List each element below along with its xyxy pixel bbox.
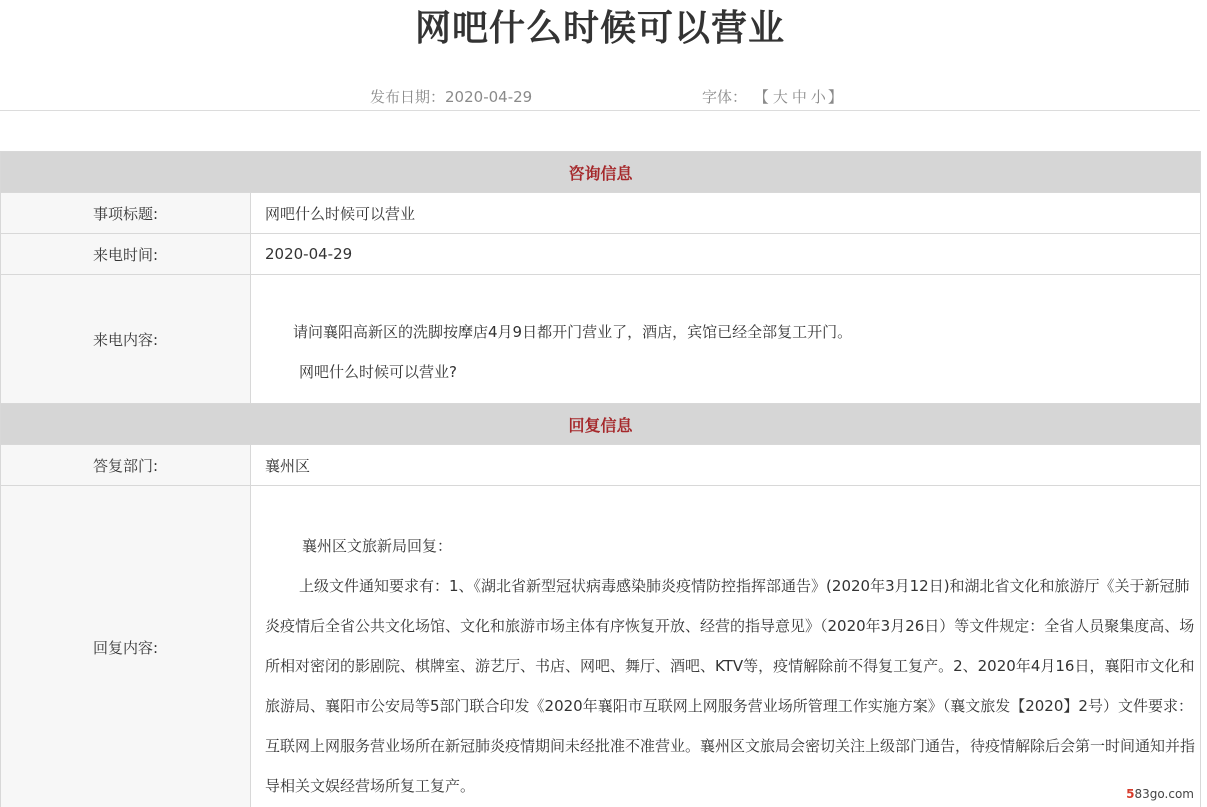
reply-content-paragraph: 上级文件通知要求有：1、《湖北省新型冠状病毒感染肺炎疫情防控指挥部通告》(2020年3月12日)和湖北省文化和旅游厅《关于新冠肺炎疫情后全省公共文化场馆、文化和旅游市场主体有序恢复开放、经营的指导意见》（2020年3月26日）等文件规定：全省人员聚集度高、场所相对密闭的影剧院、棋牌室、游艺厅、书店、网吧、舞厅、酒吧、KTV等，疫情解除前不得复工复产。2、2020年4月16日，襄阳市文化和旅游局、襄阳市公安局等5部门联合印发《2020年襄阳市互联网上网服务营业场所管理工作实施方案》（襄文旅发【2020】2号）文件要求：互联网上网服务营业场所在新冠肺炎疫情期间未经批准不准营业。襄州区文旅局会密切关注上级部门通告，待疫情解除后会第一时间通知并指导相关文娱经营场所复工复产。 (265, 577, 1196, 795)
publish-date-label: 发布日期： (370, 88, 446, 106)
call-content-value (251, 275, 1201, 404)
subject-value: 网吧什么时候可以营业 (251, 193, 1201, 234)
reply-dept-value: 襄州区 (251, 445, 1201, 486)
bracket-open: 【 (753, 88, 769, 106)
reply-dept-label: 答复部门: (1, 445, 251, 486)
call-content-label: 来电内容: (1, 275, 251, 404)
font-size-control (702, 86, 845, 107)
watermark-text: 83go.com (1134, 787, 1194, 801)
consult-section-title: 咨询信息 (1, 152, 1201, 193)
watermark-digit: 5 (1126, 787, 1135, 801)
consult-section-header (1, 152, 1201, 193)
reply-content-label: 回复内容: (1, 486, 251, 807)
call-content-line: 网吧什么时候可以营业? (299, 363, 457, 381)
call-content-line: 请问襄阳高新区的洗脚按摩店4月9日都开门营业了，酒店，宾馆已经全部复工开门。 (293, 323, 853, 341)
font-medium-link[interactable]: 中 (791, 88, 807, 106)
bracket-close: 】 (827, 88, 843, 106)
reply-section-title: 回复信息 (1, 404, 1201, 445)
reply-section-header (1, 404, 1201, 445)
article-meta (0, 84, 1200, 108)
watermark (1123, 787, 1197, 801)
call-time-value: 2020-04-29 (251, 234, 1201, 275)
call-time-label: 来电时间: (1, 234, 251, 275)
font-small-link[interactable]: 小 (810, 88, 826, 106)
reply-content-line: 襄州区文旅新局回复： (302, 537, 453, 555)
table-row (1, 193, 1201, 234)
font-large-link[interactable]: 大 (772, 88, 788, 106)
table-row (1, 234, 1201, 275)
publish-date (370, 86, 532, 107)
table-row (1, 445, 1201, 486)
table-row (1, 486, 1201, 807)
page-title: 网吧什么时候可以营业 (414, 8, 785, 49)
font-size-label: 字体： (702, 88, 748, 106)
publish-date-value: 2020-04-29 (445, 88, 533, 106)
table-row (1, 275, 1201, 404)
header-divider (0, 110, 1200, 111)
info-table (0, 151, 1201, 807)
reply-content-value (251, 486, 1201, 807)
subject-label: 事项标题: (1, 193, 251, 234)
